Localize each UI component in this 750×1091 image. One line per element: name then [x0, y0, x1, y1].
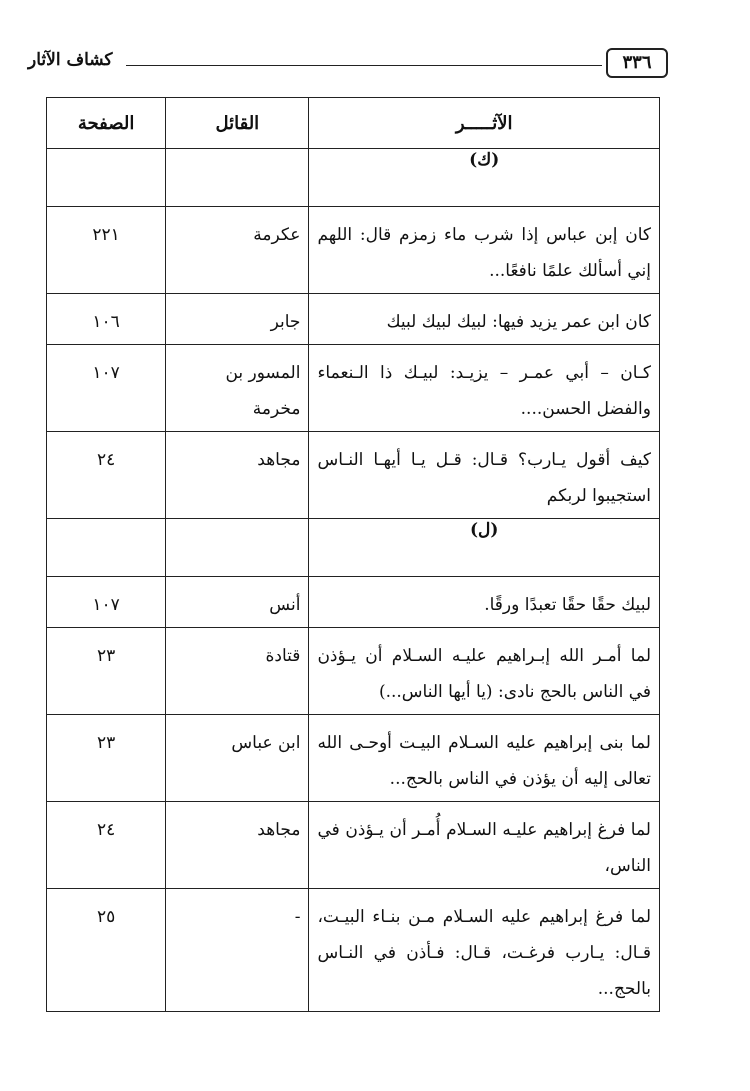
page-ref: ١٠٧: [47, 345, 166, 432]
book-title: كشاف الآثار: [28, 50, 113, 70]
table-row: [47, 715, 660, 802]
section-row-lam: [47, 519, 660, 577]
athar-text: لما فرغ إبراهيم عليه السـلام مـن بنـاء البيـت، قـال: يـارب فرغـت، قـال: فـأذن في النـاس بالحج...: [309, 889, 660, 1012]
column-header-athar: الآثـــــر: [309, 98, 660, 149]
column-header-page: الصفحة: [47, 98, 166, 149]
page-ref: ١٠٧: [47, 577, 166, 628]
table-row: [47, 345, 660, 432]
page-ref: ٢٤: [47, 802, 166, 889]
athar-text: كان ابن عمر يزيد فيها: لبيك لبيك لبيك: [309, 294, 660, 345]
table-row: [47, 628, 660, 715]
page-header: [28, 48, 668, 78]
header-rule: [126, 65, 602, 66]
speaker-name: أنس: [166, 577, 309, 628]
page-ref: ٢٣: [47, 628, 166, 715]
column-header-speaker: القائل: [166, 98, 309, 149]
athar-text: كـان – أبي عمـر – يزيـد: لبيـك ذا الـنعماء والفضل الحسن....: [309, 345, 660, 432]
table-header-row: [47, 98, 660, 149]
table-row: [47, 577, 660, 628]
athar-text: كان إبن عباس إذا شرب ماء زمزم قال: اللهم إني أسألك علمًا نافعًا...: [309, 207, 660, 294]
athar-text: لما أمـر الله إبـراهيم عليـه السـلام أن يـؤذن في الناس بالحج نادى: (يا أيها الناس...): [309, 628, 660, 715]
page-ref: ٢٥: [47, 889, 166, 1012]
athar-index-table: [46, 97, 660, 1012]
page-number: ٣٣٦: [606, 48, 668, 78]
page-ref: ٢٣: [47, 715, 166, 802]
empty-cell: [47, 149, 166, 207]
empty-cell: [166, 149, 309, 207]
page-ref: ٢٤: [47, 432, 166, 519]
section-letter: (ل): [309, 519, 660, 577]
table-row: [47, 889, 660, 1012]
speaker-name: ابن عباس: [166, 715, 309, 802]
speaker-name: مجاهد: [166, 432, 309, 519]
section-letter: (ك): [309, 149, 660, 207]
speaker-name: مجاهد: [166, 802, 309, 889]
section-row-kaf: [47, 149, 660, 207]
empty-cell: [47, 519, 166, 577]
table-row: [47, 207, 660, 294]
page-ref: ١٠٦: [47, 294, 166, 345]
athar-text: لما بنى إبراهيم عليه السـلام البيـت أوحـى الله تعالى إليه أن يؤذن في الناس بالحج...: [309, 715, 660, 802]
athar-text: لبيك حقًا حقًا تعبدًا ورقًا.: [309, 577, 660, 628]
speaker-name: المسور بن مخرمة: [166, 345, 309, 432]
speaker-name: جابر: [166, 294, 309, 345]
table-row: [47, 294, 660, 345]
athar-text: كيف أقول يـارب؟ قـال: قـل يـا أيهـا النـاس استجيبوا لربكم: [309, 432, 660, 519]
speaker-name: -: [166, 889, 309, 1012]
athar-text: لما فرغ إبراهيم عليـه السـلام أُمـر أن يـؤذن في الناس،: [309, 802, 660, 889]
page-ref: ٢٢١: [47, 207, 166, 294]
empty-cell: [166, 519, 309, 577]
speaker-name: قتادة: [166, 628, 309, 715]
table-row: [47, 802, 660, 889]
speaker-name: عكرمة: [166, 207, 309, 294]
table-row: [47, 432, 660, 519]
